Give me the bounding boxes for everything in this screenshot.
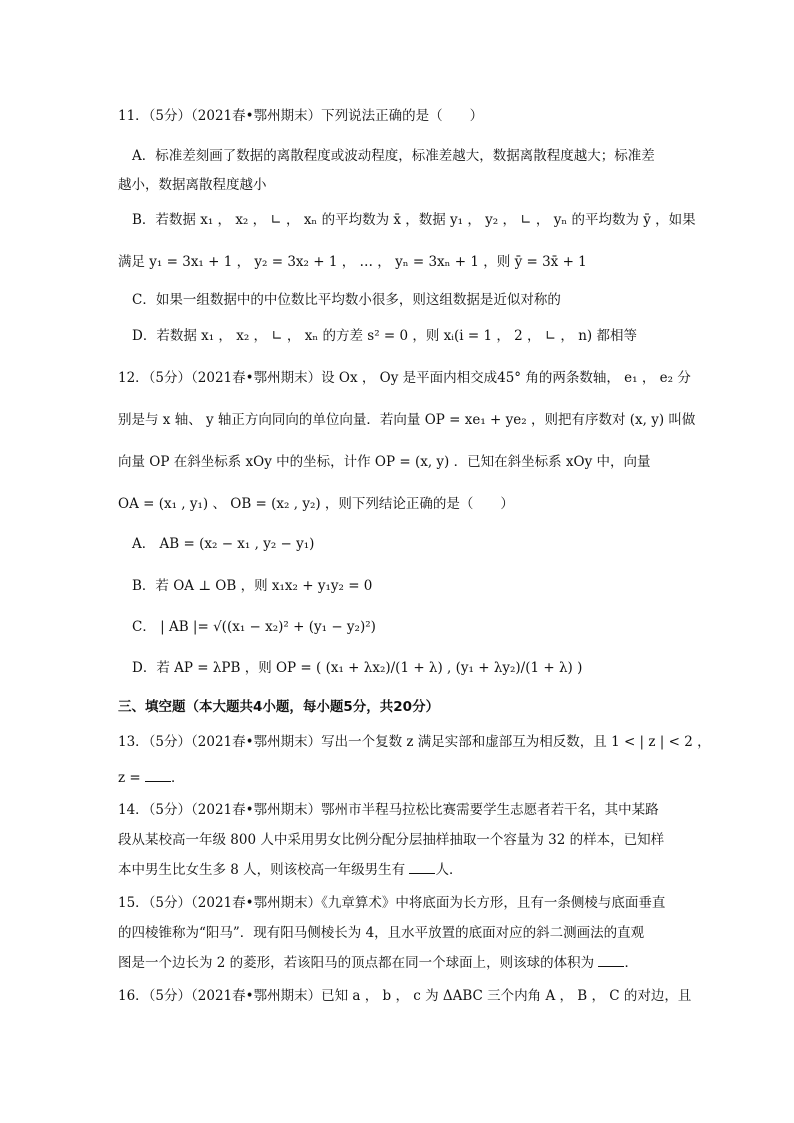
q11-stem: 11．（5分）（2021春•鄂州期末）下列说法正确的是（ ） [118, 108, 484, 124]
q13-answer-blank [145, 769, 171, 782]
q14-line3-text: 本中男生比女生多 8 人，则该校高一年级男生有 [118, 862, 406, 878]
q12-line3: 向量 OP 在斜坐标系 xOy 中的坐标，计作 OP = (x, y) ．已知在斜坐标系 xOy 中，向量 [118, 454, 651, 470]
q12-option-c: C． | AB |= √((x₁ − x₂)² + (y₁ − y₂)²) [132, 619, 376, 635]
q15-line1: 15．（5分）（2021春•鄂州期末）《九章算术》中将底面为长方形，且有一条侧棱与底面垂直 [118, 895, 666, 911]
q15-line2: 的四棱锥称为“阳马”．现有阳马侧棱长为 4，且水平放置的底面对应的斜二测画法的直观 [118, 925, 645, 941]
q15-period: ． [624, 955, 638, 971]
q12-option-d: D．若 AP = λPB ，则 OP = ( (x₁ + λx₂)/(1 + λ) , (y₁ + λy₂)/(1 + λ) ) [132, 660, 583, 676]
q13-answer-label: z = [118, 770, 141, 786]
q11-option-d: D．若数据 x₁ ， x₂ ， ∟ ， xₙ 的方差 s² = 0 ，则 xᵢ(i = 1 ， 2 ， ∟ ， n) 都相等 [132, 328, 637, 344]
q11-option-a-line2: 越小，数据离散程度越小 [118, 177, 267, 193]
q11-option-b-line1: B．若数据 x₁ ， x₂ ， ∟ ， xₙ 的平均数为 x̄ ，数据 y₁ ， y₂ ， ∟ ， yₙ 的平均数为 ȳ ，如果 [132, 212, 696, 228]
q11-option-b-line2: 满足 y₁ = 3x₁ + 1 ， y₂ = 3x₂ + 1 ， … ， yₙ = 3xₙ + 1 ，则 ȳ = 3x̄ + 1 [118, 254, 587, 270]
q15-line3-text: 图是一个边长为 2 的菱形，若该阳马的顶点都在同一个球面上，则该球的体积为 [118, 955, 595, 971]
q14-unit: 人． [435, 862, 463, 878]
q16-line1: 16．（5分）（2021春•鄂州期末）已知 a ， b ， c 为 ΔABC 三个内角 A ， B ， C 的对边，且 [118, 988, 692, 1004]
section-heading-fill-in: 三、填空题（本大题共4小题，每小题5分，共20分） [118, 699, 440, 715]
q12-line4: OA = (x₁ , y₁) 、 OB = (x₂ , y₂) ，则下列结论正确的是（ ） [118, 496, 514, 512]
q14-answer-blank [409, 861, 435, 874]
q12-line2: 别是与 x 轴、 y 轴正方向同向的单位向量．若向量 OP = xe₁ + ye₂ ，则把有序数对 (x, y) 叫做 [118, 412, 696, 428]
q14-line1: 14．（5分）（2021春•鄂州期末）鄂州市半程马拉松比赛需要学生志愿者若干名，其中某路 [118, 802, 659, 818]
q14-line3 [118, 860, 462, 880]
q14-line2: 段从某校高一年级 800 人中采用男女比例分配分层抽样抽取一个容量为 32 的样本，已知样 [118, 832, 665, 848]
q13-line2 [118, 768, 185, 788]
q12-option-a: A． AB = (x₂ − x₁ , y₂ − y₁) [132, 536, 315, 552]
q13-line1: 13．（5分）（2021春•鄂州期末）写出一个复数 z 满足实部和虚部互为相反数，且 1 < | z | < 2 ， [118, 734, 711, 750]
q12-line1: 12．（5分）（2021春•鄂州期末）设 Ox ， Oy 是平面内相交成45° 角的两条数轴， e₁ ， e₂ 分 [118, 370, 691, 386]
q12-option-b: B．若 OA ⊥ OB ，则 x₁x₂ + y₁y₂ = 0 [132, 578, 373, 594]
q15-line3 [118, 953, 638, 973]
q15-answer-blank [598, 954, 624, 967]
q13-period: ． [171, 770, 185, 786]
q11-option-c: C．如果一组数据中的中位数比平均数小很多，则这组数据是近似对称的 [132, 292, 561, 308]
q11-option-a-line1: A．标准差刻画了数据的离散程度或波动程度，标准差越大，数据离散程度越大；标准差 [132, 148, 655, 164]
